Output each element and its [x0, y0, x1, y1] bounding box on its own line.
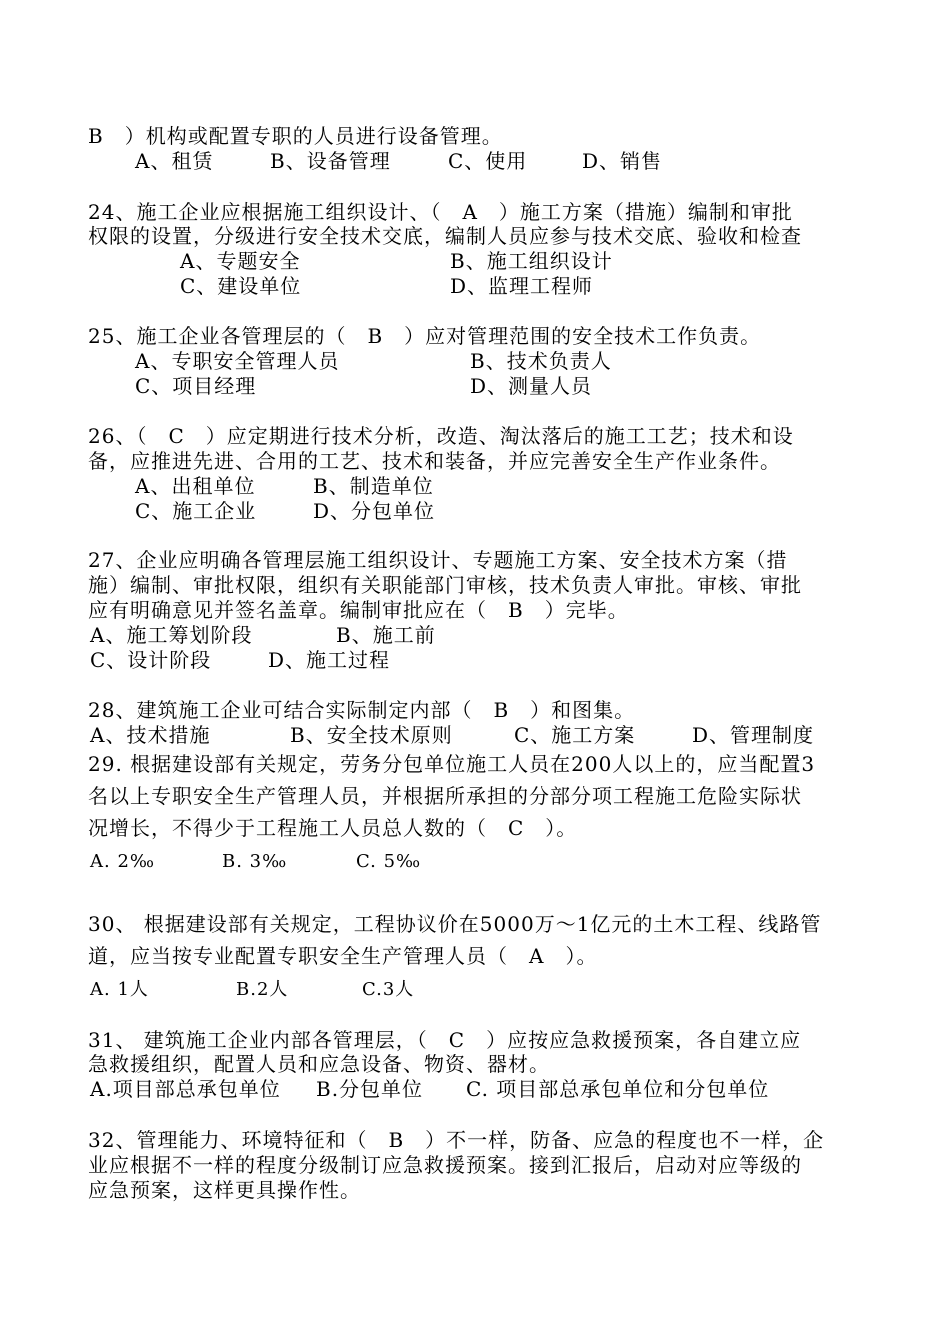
q29-line-2: 名以上专职安全生产管理人员，并根据所承担的分部分项工程施工危险实际状 [88, 784, 802, 808]
q26-line-2: 备，应推进先进、合用的工艺、技术和装备，并应完善安全生产作业条件。 [88, 449, 781, 473]
q28-option-d: D、管理制度 [692, 723, 815, 747]
q28-option-c: C、施工方案 [514, 723, 636, 747]
q30-option-b: B.2人 [236, 979, 289, 1000]
q29-option-b: B. 3‰ [222, 851, 288, 872]
q29-option-a: A. 2‰ [90, 851, 156, 872]
q27-line-3: 应有明确意见并签名盖章。编制审批应在（ B ）完毕。 [88, 598, 629, 622]
q28-line-1: 28、建筑施工企业可结合实际制定内部（ B ）和图集。 [88, 698, 636, 722]
q26-option-b: B、制造单位 [313, 474, 434, 498]
q24-option-a: A、专题安全 [180, 249, 301, 273]
q26-line-1: 26、（ C ）应定期进行技术分析，改造、淘汰落后的施工工艺；技术和设 [88, 424, 794, 448]
q23-option-b: B、设备管理 [270, 149, 391, 173]
q27-line-1: 27、企业应明确各管理层施工组织设计、专题施工方案、安全技术方案（措 [88, 548, 788, 572]
q29-line-1: 29. 根据建设部有关规定，劳务分包单位施工人员在200人以上的，应当配置3 [88, 752, 816, 776]
q25-option-c: C、项目经理 [135, 374, 257, 398]
q23-option-c: C、使用 [448, 149, 528, 173]
q26-option-a: A、出租单位 [135, 474, 256, 498]
q31-line-2: 急救援组织，配置人员和应急设备、物资、器材。 [88, 1052, 550, 1076]
q24-option-d: D、监理工程师 [450, 274, 594, 298]
q30-option-a: A. 1人 [90, 979, 149, 1000]
q25-option-a: A、专职安全管理人员 [135, 349, 340, 373]
q27-line-2: 施）编制、审批权限，组织有关职能部门审核，技术负责人审批。审核、审批 [88, 573, 802, 597]
q32-line-1: 32、管理能力、环境特征和（ B ）不一样，防备、应急的程度也不一样，企 [88, 1128, 825, 1152]
q31-option-c: C. 项目部总承包单位和分包单位 [466, 1077, 770, 1101]
q26-option-d: D、分包单位 [313, 499, 436, 523]
q24-line-2: 权限的设置，分级进行安全技术交底，编制人员应参与技术交底、验收和检查 [88, 224, 802, 248]
q31-option-a: A.项目部总承包单位 [90, 1077, 281, 1101]
q27-option-a: A、施工筹划阶段 [90, 623, 253, 647]
q32-line-2: 业应根据不一样的程度分级制订应急救援预案。接到汇报后，启动对应等级的 [88, 1153, 802, 1177]
q25-option-d: D、测量人员 [470, 374, 593, 398]
q26-option-c: C、施工企业 [135, 499, 257, 523]
q24-option-b: B、施工组织设计 [450, 249, 613, 273]
q30-line-2: 道，应当按专业配置专职安全生产管理人员（ A ）。 [88, 944, 598, 968]
q27-option-d: D、施工过程 [268, 648, 391, 672]
q24-option-c: C、建设单位 [180, 274, 302, 298]
q23-option-a: A、租赁 [135, 149, 214, 173]
q27-option-c: C、设计阶段 [90, 648, 212, 672]
q23-tail-line: B ）机构或配置专职的人员进行设备管理。 [88, 124, 503, 148]
q23-option-d: D、销售 [582, 149, 663, 173]
q32-line-3: 应急预案，这样更具操作性。 [88, 1178, 361, 1202]
q29-line-3: 况增长，不得少于工程施工人员总人数的（ C ）。 [88, 816, 578, 840]
q25-option-b: B、技术负责人 [470, 349, 612, 373]
q30-option-c: C.3人 [362, 979, 415, 1000]
q24-line-1: 24、施工企业应根据施工组织设计、（ A ）施工方案（措施）编制和审批 [88, 200, 793, 224]
q29-option-c: C. 5‰ [356, 851, 422, 872]
q27-option-b: B、施工前 [336, 623, 436, 647]
q30-line-1: 30、 根据建设部有关规定，工程协议价在5000万～1亿元的土木工程、线路管 [88, 912, 822, 936]
q25-line-1: 25、施工企业各管理层的（ B ）应对管理范围的安全技术工作负责。 [88, 324, 762, 348]
q28-option-b: B、安全技术原则 [290, 723, 453, 747]
q31-option-b: B.分包单位 [316, 1077, 424, 1101]
q31-line-1: 31、 建筑施工企业内部各管理层，（ C ）应按应急救援预案，各自建立应 [88, 1028, 802, 1052]
q28-option-a: A、技术措施 [90, 723, 211, 747]
